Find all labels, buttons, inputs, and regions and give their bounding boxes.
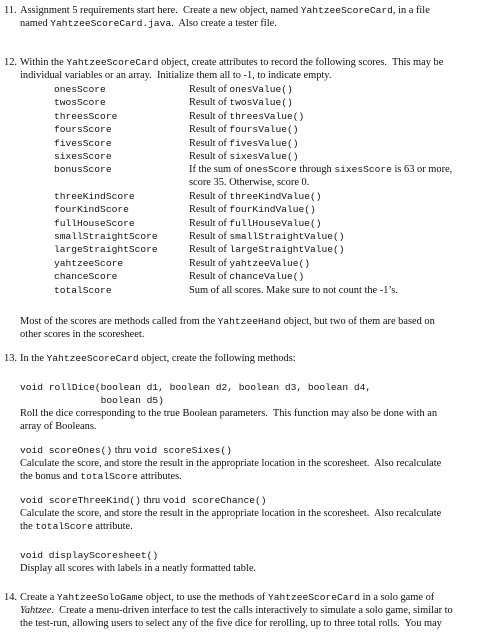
score-attribute-name: threeKindScore [54, 190, 135, 202]
score-attribute-name: fullHouseScore [54, 217, 135, 229]
item-14-line-1: Create a YahtzeeSoloGame object, to use the methods of YahtzeeScoreCard in a solo game of [20, 592, 435, 603]
method-signature-roll-dice-cont: boolean d5) [20, 395, 164, 406]
item-12-note-line-2: other scores in the scoresheet. [20, 329, 145, 340]
item-14-line-2: Yahtzee. Create a menu-driven interface to test the calls interactively to simulate a solo game, similar to [20, 605, 453, 616]
score-attribute-description: Result of smallStraightValue() [189, 231, 345, 242]
item-14-line-3: the test-run, allowing users to select any of the five dice for rerolling, up to three total rolls. You may [20, 618, 442, 629]
item-number: 12. [4, 57, 17, 68]
item-number: 13. [4, 353, 17, 364]
item-number: 11. [4, 5, 17, 16]
score-attribute-description: Result of sixesValue() [189, 151, 299, 162]
item-12-note-line-1: Most of the scores are methods called from the YahtzeeHand object, but two of them are based on [20, 316, 435, 327]
score-attribute-name: chanceScore [54, 271, 118, 283]
score-attribute-name: yahtzeeScore [54, 257, 124, 269]
score-attribute-name: sixesScore [54, 151, 112, 162]
score-attribute-description: Result of onesValue() [189, 84, 293, 95]
score-attribute-description: If the sum of onesScore through sixesScore is 63 or more, score 35. Otherwise, score 0. [189, 164, 453, 189]
method-signature-roll-dice: void rollDice(boolean d1, boolean d2, boolean d3, boolean d4, [20, 382, 372, 393]
method-signature-score-ones: void scoreOnes() thru void scoreSixes() [20, 445, 232, 456]
score-attribute-description: Result of foursValue() [189, 124, 299, 136]
score-attribute-name: onesScore [54, 84, 106, 95]
item-12-line-1: Within the YahtzeeScoreCard object, create attributes to record the following scores. This may be [20, 57, 444, 68]
score-attribute-name: bonusScore [54, 164, 112, 176]
method-description: Display all scores with labels in a neatly formatted table. [20, 563, 257, 574]
method-description: Calculate the score, and store the result in the appropriate location in the scoresheet. Also recalculate [20, 458, 442, 469]
score-attribute-name: smallStraightScore [54, 231, 158, 242]
method-description: Roll the dice corresponding to the true Boolean parameters. This function may also be done with an [20, 408, 438, 419]
score-attribute-name: largeStraightScore [54, 244, 158, 256]
method-signature-score-three-kind: void scoreThreeKind() thru void scoreChance() [20, 495, 267, 506]
score-attribute-name: totalScore [54, 284, 112, 296]
score-attribute-name: twosScore [54, 97, 106, 109]
item-13-intro: In the YahtzeeScoreCard object, create the following methods: [20, 353, 296, 364]
method-description: Calculate the score, and store the result in the appropriate location in the scoresheet. Also recalculate [20, 508, 442, 519]
score-attribute-description: Result of twosValue() [189, 97, 293, 109]
item-11-line-1: Assignment 5 requirements start here. Create a new object, named YahtzeeScoreCard, in a file [20, 5, 430, 16]
score-attribute-description: Result of largeStraightValue() [189, 244, 345, 256]
method-description: the bonus and totalScore attributes. [20, 471, 182, 482]
score-attribute-description: Result of threesValue() [189, 110, 305, 122]
score-attribute-description: Result of fivesValue() [189, 137, 299, 149]
score-attribute-description: Sum of all scores. Make sure to not count the -1’s. [189, 284, 398, 296]
score-attribute-description: Result of chanceValue() [189, 271, 305, 283]
method-description: array of Booleans. [20, 421, 97, 432]
score-attribute-name: fivesScore [54, 137, 112, 149]
item-11-line-2: named YahtzeeScoreCard.java. Also create a tester file. [20, 18, 277, 29]
item-number: 14. [4, 592, 17, 603]
score-attribute-name: threesScore [54, 110, 118, 122]
score-attribute-name: fourKindScore [54, 204, 129, 216]
method-signature-display-scoresheet: void displayScoresheet() [20, 550, 159, 561]
score-attribute-description: Result of yahtzeeValue() [189, 257, 311, 269]
item-12-line-2: individual variables or an array. Initialize them all to -1, to indicate empty. [20, 70, 332, 81]
score-attribute-description: Result of threeKindValue() [189, 190, 322, 202]
score-attribute-description: Result of fourKindValue() [189, 204, 316, 216]
method-description: the totalScore attribute. [20, 521, 133, 532]
score-attribute-description: Result of fullHouseValue() [189, 217, 322, 229]
score-attribute-name: foursScore [54, 124, 112, 136]
